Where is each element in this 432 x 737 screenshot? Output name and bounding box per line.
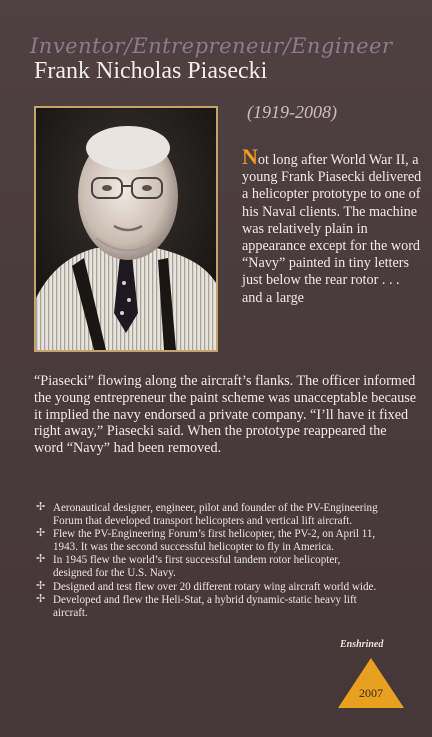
subtitle: Inventor/Entrepreneur/Engineer [30,34,393,58]
story-paragraph-bottom: “Piasecki” flowing along the aircraft’s flanks. The officer informed the young entrepreneur the paint scheme was unacceptable because it implied the navy endorsed a private company. “I’ll have it fixed right away,” Piasecki said. When the prototype reappeared the word “Navy” had been removed. [34,373,417,457]
fact-text: Developed and flew the Heli-Stat, a hybrid dynamic-static heavy lift aircraft. [53,593,357,619]
story-text-top: ot long after World War II, a young Frank Piasecki delivered a helicopter prototype to one of his Naval clients. The machine was relatively plain in appearance except for the word “Navy” painted in tiny letters just below the rear rotor . . . and a large [242,152,422,306]
life-dates: (1919-2008) [247,102,337,122]
enshrined-label: Enshrined [340,639,384,650]
story-dropcap: N [242,144,258,169]
fact-item [36,581,381,594]
fact-item [36,528,381,554]
cross-icon: ✢ [36,527,46,540]
facts-list [36,502,381,620]
fact-text: In 1945 flew the world’s first successful tandem rotor helicopter, designed for the U.S. Navy. [53,554,341,580]
fact-text: Flew the PV-Engineering Forum’s first helicopter, the PV-2, on April 11, 1943. It was the second successful helicopter to fly in America. [53,528,376,554]
story-paragraph-top [242,144,422,307]
enshrined-year: 2007 [359,686,383,700]
person-name: Frank Nicholas Piasecki [34,58,268,84]
cross-icon: ✢ [36,579,46,592]
cross-icon: ✢ [36,592,46,605]
triangle-icon [336,656,406,710]
fact-item [36,502,381,528]
fact-text: Designed and test flew over 20 different rotary wing aircraft world wide. [53,580,377,593]
enshrined-badge [336,656,406,710]
fact-item [36,594,381,620]
portrait-photo [34,106,218,352]
fact-item [36,554,381,580]
cross-icon: ✢ [36,553,46,566]
fact-text: Aeronautical designer, engineer, pilot and founder of the PV-Engineering Forum that developed transport helicopters and vertical lift aircraft. [53,502,378,528]
cross-icon: ✢ [36,501,46,513]
